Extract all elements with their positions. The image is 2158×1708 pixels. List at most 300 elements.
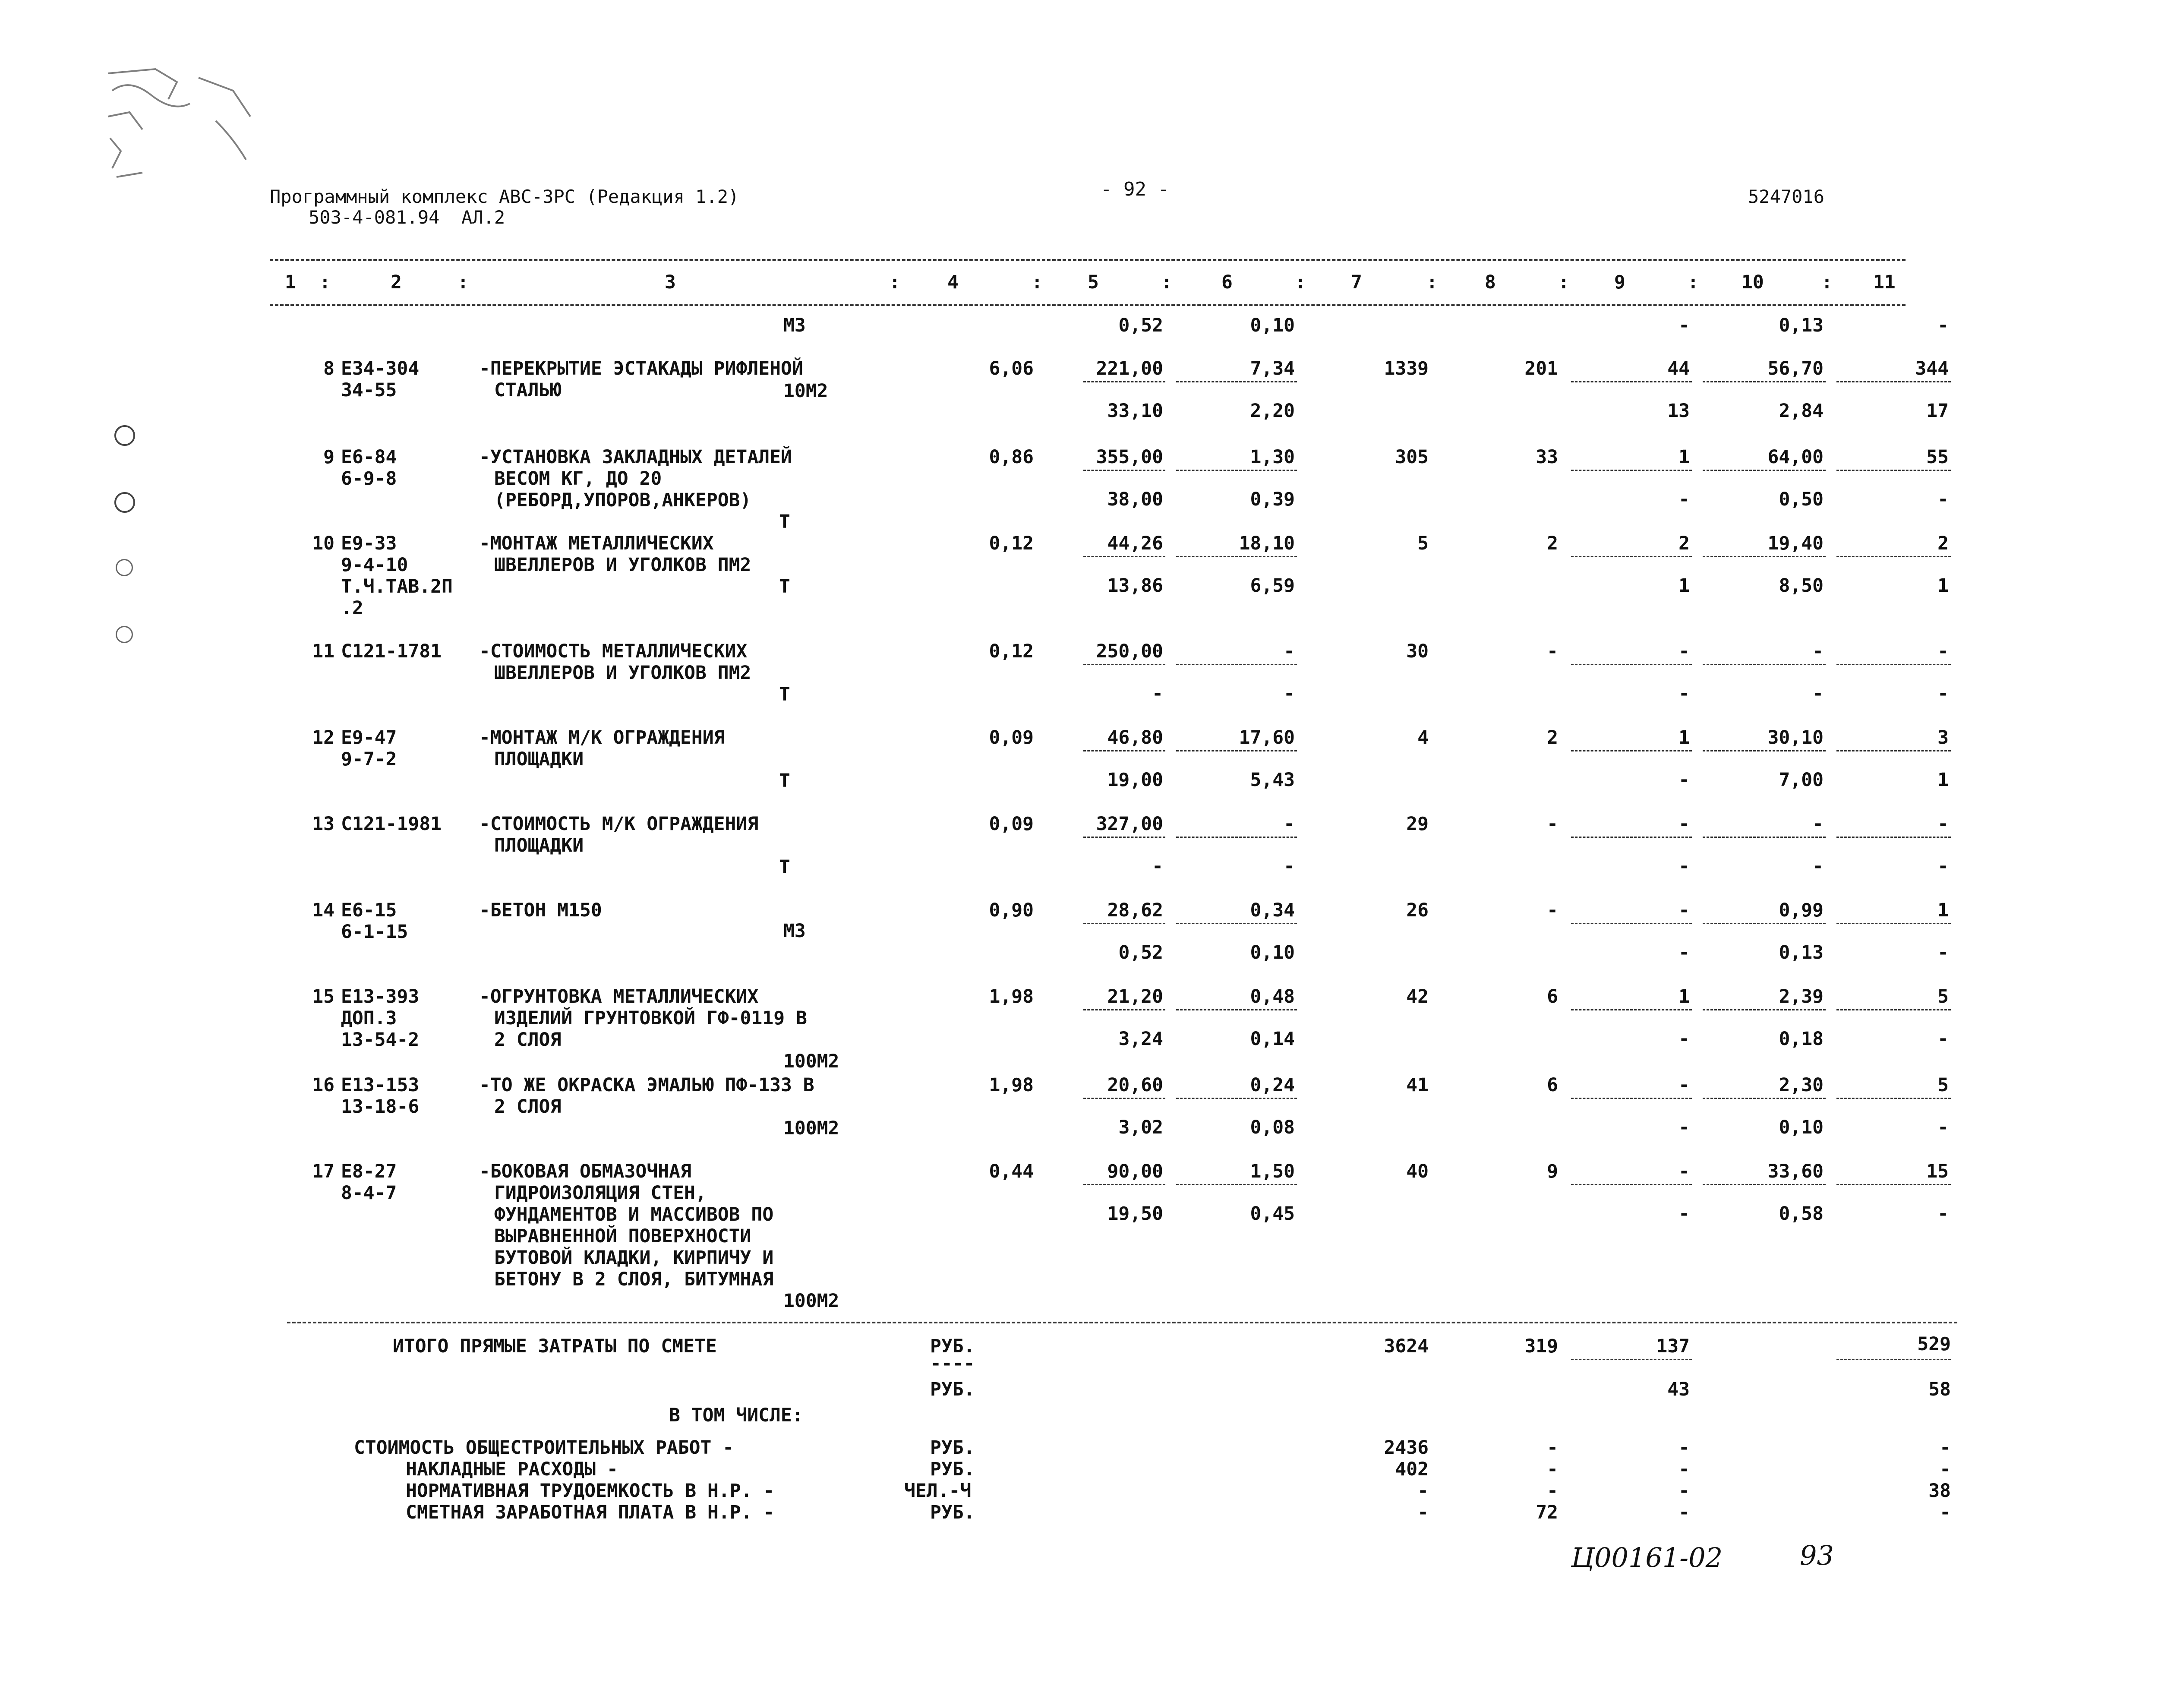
work-description: ИЗДЕЛИЙ ГРУНТОВКОЙ ГФ-0119 В bbox=[494, 1007, 807, 1029]
cell-value: 6 bbox=[1547, 1074, 1558, 1096]
cell-value: 2,30 bbox=[1779, 1074, 1824, 1096]
cell-value: - bbox=[1678, 683, 1690, 704]
underline bbox=[1176, 556, 1297, 557]
quantity: 0,12 bbox=[989, 533, 1034, 554]
corner-stamp bbox=[104, 65, 285, 194]
underline bbox=[1703, 923, 1826, 924]
cell-value: 0,52 bbox=[1118, 315, 1163, 336]
unit-price: 21,20 bbox=[1107, 986, 1163, 1007]
cell-value: 1 bbox=[1937, 575, 1949, 597]
cell-value: - bbox=[1937, 1028, 1949, 1050]
cell-value: - bbox=[1678, 1203, 1690, 1225]
underline bbox=[1083, 470, 1165, 471]
quantity: 1,98 bbox=[989, 1074, 1034, 1096]
cell-value: - bbox=[1812, 683, 1824, 704]
unit-price: 46,80 bbox=[1107, 727, 1163, 748]
norm-code: 13-18-6 bbox=[341, 1096, 420, 1118]
cell-value: 201 bbox=[1524, 358, 1558, 379]
row-number: 12 bbox=[312, 727, 334, 748]
row-number: 13 bbox=[312, 813, 334, 835]
quantity: 0,44 bbox=[989, 1161, 1034, 1182]
column-number: 1 bbox=[285, 272, 296, 293]
cell-value: 1 bbox=[1937, 900, 1949, 921]
project-code: 503-4-081.94 АЛ.2 bbox=[309, 207, 505, 228]
underline bbox=[1836, 837, 1951, 838]
summary-value: - bbox=[1940, 1502, 1951, 1523]
underline bbox=[1176, 381, 1297, 382]
norm-code: .2 bbox=[341, 597, 363, 619]
underline bbox=[1083, 664, 1165, 665]
underline bbox=[1083, 1009, 1165, 1010]
work-description: ШВЕЛЛЕРОВ И УГОЛКОВ ПМ2 bbox=[494, 554, 751, 576]
cell-value: 1 bbox=[1678, 727, 1690, 748]
quantity: 0,86 bbox=[989, 446, 1034, 468]
cell-value: 0,48 bbox=[1250, 986, 1295, 1007]
underline bbox=[1703, 1184, 1826, 1185]
document-code: 5247016 bbox=[1748, 186, 1825, 207]
summary-value: - bbox=[1940, 1459, 1951, 1480]
unit-price: 355,00 bbox=[1096, 446, 1163, 468]
cell-value: - bbox=[1547, 813, 1558, 835]
totals-label: ИТОГО ПРЯМЫЕ ЗАТРАТЫ ПО СМЕТЕ bbox=[393, 1335, 717, 1357]
including-label: В ТОМ ЧИСЛЕ: bbox=[669, 1405, 803, 1426]
column-number: 3 bbox=[665, 272, 676, 293]
punch-hole bbox=[114, 425, 135, 446]
cell-value: 44 bbox=[1667, 358, 1690, 379]
cell-value: 13,86 bbox=[1107, 575, 1163, 597]
norm-code: 6-1-15 bbox=[341, 921, 408, 943]
cell-value: 6 bbox=[1547, 986, 1558, 1007]
summary-value: - bbox=[1547, 1437, 1558, 1459]
cell-value: - bbox=[1937, 813, 1949, 835]
work-description: 2 СЛОЯ bbox=[494, 1029, 562, 1051]
row-number: 10 bbox=[312, 533, 334, 554]
norm-code: Е6-15 bbox=[341, 900, 397, 921]
cell-value: 3,24 bbox=[1118, 1028, 1163, 1050]
underline bbox=[1083, 381, 1165, 382]
quantity: 6,06 bbox=[989, 358, 1034, 379]
cell-value: - bbox=[1678, 856, 1690, 877]
norm-code: Е8-27 bbox=[341, 1161, 397, 1182]
cell-value: - bbox=[1284, 641, 1295, 662]
punch-hole bbox=[116, 559, 133, 576]
row-number: 11 bbox=[312, 641, 334, 662]
row-number: 17 bbox=[312, 1161, 334, 1182]
total-value: 529 bbox=[1917, 1333, 1951, 1355]
work-description: -УСТАНОВКА ЗАКЛАДНЫХ ДЕТАЛЕЙ bbox=[479, 446, 792, 468]
underline bbox=[1836, 470, 1951, 471]
cell-value: - bbox=[1937, 683, 1949, 704]
column-number: 7 bbox=[1351, 272, 1362, 293]
work-description: -ПЕРЕКРЫТИЕ ЭСТАКАДЫ РИФЛЕНОЙ bbox=[479, 358, 803, 379]
cell-value: 7,34 bbox=[1250, 358, 1295, 379]
underline bbox=[1083, 750, 1165, 751]
summary-value: - bbox=[1940, 1437, 1951, 1459]
underline bbox=[1176, 664, 1297, 665]
cell-value: 0,13 bbox=[1779, 942, 1824, 963]
work-description: ВЕСОМ КГ, ДО 20 bbox=[494, 468, 662, 489]
cell-value: - bbox=[1678, 489, 1690, 510]
norm-code: Е13-153 bbox=[341, 1074, 420, 1096]
column-divider: : bbox=[1558, 272, 1569, 293]
cell-value: 2 bbox=[1937, 533, 1949, 554]
work-description: -МОНТАЖ М/К ОГРАЖДЕНИЯ bbox=[479, 727, 725, 748]
work-description: БУТОВОЙ КЛАДКИ, КИРПИЧУ И bbox=[494, 1247, 774, 1269]
cell-value: 0,10 bbox=[1250, 942, 1295, 963]
cell-value: - bbox=[1812, 856, 1824, 877]
summary-value: - bbox=[1678, 1437, 1690, 1459]
unit: Т bbox=[779, 511, 790, 533]
cell-value: 56,70 bbox=[1767, 358, 1824, 379]
cell-value: - bbox=[1678, 1161, 1690, 1182]
cell-value: - bbox=[1678, 900, 1690, 921]
total-value: 319 bbox=[1524, 1335, 1558, 1357]
summary-label: НАКЛАДНЫЕ РАСХОДЫ - bbox=[406, 1459, 618, 1480]
cell-value: 2,84 bbox=[1779, 400, 1824, 422]
cell-value: - bbox=[1284, 813, 1295, 835]
cell-value: 2,39 bbox=[1779, 986, 1824, 1007]
cell-value: 3 bbox=[1937, 727, 1949, 748]
underline bbox=[1176, 470, 1297, 471]
norm-code: С121-1981 bbox=[341, 813, 442, 835]
total-cost: 1339 bbox=[1384, 358, 1429, 379]
underline bbox=[1571, 837, 1692, 838]
cell-value: 1,30 bbox=[1250, 446, 1295, 468]
work-description: БЕТОНУ В 2 СЛОЯ, БИТУМНАЯ bbox=[494, 1269, 774, 1290]
total-cost: 30 bbox=[1406, 641, 1429, 662]
totals-dash: ---- bbox=[930, 1353, 975, 1374]
underline bbox=[1571, 1009, 1692, 1010]
cell-value: - bbox=[1812, 813, 1824, 835]
cell-value: 1,50 bbox=[1250, 1161, 1295, 1182]
total-value: 137 bbox=[1656, 1335, 1690, 1357]
cell-value: 0,08 bbox=[1250, 1117, 1295, 1138]
underline bbox=[1836, 381, 1951, 382]
underline bbox=[1571, 923, 1692, 924]
summary-value: - bbox=[1417, 1502, 1429, 1523]
norm-code: 13-54-2 bbox=[341, 1029, 420, 1051]
column-divider: : bbox=[889, 272, 900, 293]
underline bbox=[1703, 750, 1826, 751]
work-description: -ОГРУНТОВКА МЕТАЛЛИЧЕСКИХ bbox=[479, 986, 759, 1007]
unit: 100М2 bbox=[783, 1118, 839, 1139]
work-description: -ТО ЖЕ ОКРАСКА ЭМАЛЬЮ ПФ-133 В bbox=[479, 1074, 814, 1096]
row-number: 8 bbox=[323, 358, 334, 379]
quantity: 0,09 bbox=[989, 727, 1034, 748]
cell-value: - bbox=[1284, 683, 1295, 704]
underline bbox=[1703, 1098, 1826, 1099]
underline bbox=[1571, 1098, 1692, 1099]
work-description: ФУНДАМЕНТОВ И МАССИВОВ ПО bbox=[494, 1204, 774, 1225]
cell-value: - bbox=[1937, 856, 1949, 877]
cell-value: 0,13 bbox=[1779, 315, 1824, 336]
total-cost: 26 bbox=[1406, 900, 1429, 921]
cell-value: 2,20 bbox=[1250, 400, 1295, 422]
column-number: 9 bbox=[1614, 272, 1625, 293]
cell-value: 15 bbox=[1926, 1161, 1949, 1182]
underline bbox=[1083, 923, 1165, 924]
underline bbox=[1083, 837, 1165, 838]
underline bbox=[1836, 664, 1951, 665]
cell-value: 2 bbox=[1547, 727, 1558, 748]
totals-unit: РУБ. bbox=[930, 1335, 975, 1357]
norm-code: 9-7-2 bbox=[341, 748, 397, 770]
separator bbox=[270, 259, 1906, 261]
row-number: 14 bbox=[312, 900, 334, 921]
summary-value: - bbox=[1547, 1480, 1558, 1502]
cell-value: 18,10 bbox=[1239, 533, 1295, 554]
cell-value: 2 bbox=[1678, 533, 1690, 554]
unit: 100М2 bbox=[783, 1290, 839, 1312]
cell-value: - bbox=[1152, 856, 1163, 877]
punch-hole bbox=[116, 626, 133, 643]
cell-value: 5 bbox=[1937, 986, 1949, 1007]
column-divider: : bbox=[1426, 272, 1438, 293]
totals-unit: РУБ. bbox=[930, 1379, 975, 1400]
cell-value: - bbox=[1547, 641, 1558, 662]
summary-unit: РУБ. bbox=[930, 1459, 975, 1480]
cell-value: 0,58 bbox=[1779, 1203, 1824, 1225]
summary-unit: РУБ. bbox=[930, 1437, 975, 1459]
unit-price: 327,00 bbox=[1096, 813, 1163, 835]
work-description: -СТОИМОСТЬ М/К ОГРАЖДЕНИЯ bbox=[479, 813, 759, 835]
cell-value: - bbox=[1678, 1074, 1690, 1096]
column-number: 2 bbox=[391, 272, 402, 293]
work-description: ПЛОЩАДКИ bbox=[494, 748, 584, 770]
quantity: 0,90 bbox=[989, 900, 1034, 921]
unit-price: 44,26 bbox=[1107, 533, 1163, 554]
cell-value: - bbox=[1678, 1028, 1690, 1050]
cell-value: 13 bbox=[1667, 400, 1690, 422]
work-description: СТАЛЬЮ bbox=[494, 379, 562, 401]
column-divider: : bbox=[1032, 272, 1043, 293]
norm-code: 9-4-10 bbox=[341, 554, 408, 576]
column-divider: : bbox=[1688, 272, 1699, 293]
cell-value: 1 bbox=[1678, 575, 1690, 597]
cell-value: - bbox=[1937, 315, 1949, 336]
cell-value: - bbox=[1678, 641, 1690, 662]
underline bbox=[1836, 750, 1951, 751]
underline bbox=[1083, 556, 1165, 557]
row-number: 16 bbox=[312, 1074, 334, 1096]
cell-value: 2 bbox=[1547, 533, 1558, 554]
norm-code: Е34-304 bbox=[341, 358, 420, 379]
unit-price: 90,00 bbox=[1107, 1161, 1163, 1182]
cell-value: 5 bbox=[1937, 1074, 1949, 1096]
handwritten-reference: Ц00161-02 bbox=[1571, 1542, 1723, 1573]
underline bbox=[1571, 1184, 1692, 1185]
underline bbox=[1083, 1098, 1165, 1099]
norm-code: 8-4-7 bbox=[341, 1182, 397, 1204]
cell-value: 0,10 bbox=[1779, 1117, 1824, 1138]
cell-value: - bbox=[1678, 1117, 1690, 1138]
summary-label: НОРМАТИВНАЯ ТРУДОЕМКОСТЬ В Н.Р. - bbox=[406, 1480, 775, 1502]
cell-value: 0,99 bbox=[1779, 900, 1824, 921]
unit-price: 28,62 bbox=[1107, 900, 1163, 921]
separator bbox=[287, 1322, 1957, 1323]
cell-value: 19,00 bbox=[1107, 769, 1163, 791]
summary-value: - bbox=[1678, 1459, 1690, 1480]
underline bbox=[1176, 1098, 1297, 1099]
summary-label: СМЕТНАЯ ЗАРАБОТНАЯ ПЛАТА В Н.Р. - bbox=[406, 1502, 775, 1523]
work-description: (РЕБОРД,УПОРОВ,АНКЕРОВ) bbox=[494, 489, 751, 511]
underline bbox=[1836, 556, 1951, 557]
underline bbox=[1703, 664, 1826, 665]
cell-value: 17 bbox=[1926, 400, 1949, 422]
unit: 10М2 bbox=[783, 380, 828, 402]
norm-code: 6-9-8 bbox=[341, 468, 397, 489]
summary-label: СТОИМОСТЬ ОБЩЕСТРОИТЕЛЬНЫХ РАБОТ - bbox=[354, 1437, 734, 1459]
underline bbox=[1571, 381, 1692, 382]
work-description: ШВЕЛЛЕРОВ И УГОЛКОВ ПМ2 bbox=[494, 662, 751, 684]
quantity: 0,09 bbox=[989, 813, 1034, 835]
underline bbox=[1571, 664, 1692, 665]
cell-value: 33,10 bbox=[1107, 400, 1163, 422]
column-number: 8 bbox=[1485, 272, 1496, 293]
norm-code: Е9-47 bbox=[341, 727, 397, 748]
unit: Т bbox=[779, 770, 790, 792]
cell-value: - bbox=[1678, 769, 1690, 791]
underline bbox=[1571, 750, 1692, 751]
unit: Т bbox=[779, 576, 790, 597]
total-value: 3624 bbox=[1384, 1335, 1429, 1357]
column-divider: : bbox=[1295, 272, 1306, 293]
cell-value: 0,10 bbox=[1250, 315, 1295, 336]
cell-value: - bbox=[1937, 489, 1949, 510]
total-cost: 4 bbox=[1417, 727, 1429, 748]
column-number: 5 bbox=[1088, 272, 1099, 293]
cell-value: 0,39 bbox=[1250, 489, 1295, 510]
underline bbox=[1703, 837, 1826, 838]
cell-value: - bbox=[1284, 856, 1295, 877]
total-value: 58 bbox=[1928, 1379, 1951, 1400]
column-number: 4 bbox=[947, 272, 959, 293]
cell-value: 19,40 bbox=[1767, 533, 1824, 554]
underline bbox=[1703, 381, 1826, 382]
underline bbox=[1836, 1184, 1951, 1185]
cell-value: 17,60 bbox=[1239, 727, 1295, 748]
cell-value: 0,18 bbox=[1779, 1028, 1824, 1050]
cell-value: 0,34 bbox=[1250, 900, 1295, 921]
cell-value: 38,00 bbox=[1107, 489, 1163, 510]
work-description: 2 СЛОЯ bbox=[494, 1096, 562, 1118]
underline bbox=[1571, 470, 1692, 471]
total-cost: 42 bbox=[1406, 986, 1429, 1007]
total-cost: 29 bbox=[1406, 813, 1429, 835]
summary-value: - bbox=[1678, 1480, 1690, 1502]
cell-value: - bbox=[1152, 683, 1163, 704]
total-cost: 41 bbox=[1406, 1074, 1429, 1096]
cell-value: - bbox=[1937, 1203, 1949, 1225]
column-number: 11 bbox=[1873, 272, 1896, 293]
summary-value: 38 bbox=[1928, 1480, 1951, 1502]
norm-code: 34-55 bbox=[341, 379, 397, 401]
unit-price: 250,00 bbox=[1096, 641, 1163, 662]
quantity: 1,98 bbox=[989, 986, 1034, 1007]
work-description: ГИДРОИЗОЛЯЦИЯ СТЕН, bbox=[494, 1182, 707, 1204]
row-number: 15 bbox=[312, 986, 334, 1007]
unit: М3 bbox=[783, 315, 806, 336]
column-number: 6 bbox=[1221, 272, 1233, 293]
norm-code: Т.Ч.ТАВ.2П bbox=[341, 576, 453, 597]
separator bbox=[270, 304, 1906, 306]
total-value: 43 bbox=[1667, 1379, 1690, 1400]
underline bbox=[1836, 1098, 1951, 1099]
norm-code: Е13-393 bbox=[341, 986, 420, 1007]
unit: М3 bbox=[783, 920, 806, 942]
underline bbox=[1836, 1009, 1951, 1010]
work-description: -МОНТАЖ МЕТАЛЛИЧЕСКИХ bbox=[479, 533, 714, 554]
program-title: Программный комплекс АВС-3РС (Редакция 1.2) bbox=[270, 186, 739, 207]
cell-value: 8,50 bbox=[1779, 575, 1824, 597]
underline bbox=[1083, 1184, 1165, 1185]
total-cost: 40 bbox=[1406, 1161, 1429, 1182]
cell-value: 0,45 bbox=[1250, 1203, 1295, 1225]
summary-value: 72 bbox=[1536, 1502, 1558, 1523]
cell-value: - bbox=[1678, 942, 1690, 963]
cell-value: 5,43 bbox=[1250, 769, 1295, 791]
page-number: - 92 - bbox=[1101, 178, 1169, 200]
cell-value: - bbox=[1937, 942, 1949, 963]
cell-value: 0,14 bbox=[1250, 1028, 1295, 1050]
work-description: -СТОИМОСТЬ МЕТАЛЛИЧЕСКИХ bbox=[479, 641, 748, 662]
cell-value: - bbox=[1812, 641, 1824, 662]
work-description: ПЛОЩАДКИ bbox=[494, 835, 584, 856]
norm-code: Е6-84 bbox=[341, 446, 397, 468]
cell-value: 344 bbox=[1915, 358, 1949, 379]
handwritten-page-number: 93 bbox=[1800, 1540, 1834, 1571]
underline bbox=[1571, 556, 1692, 557]
cell-value: - bbox=[1937, 641, 1949, 662]
norm-code: Е9-33 bbox=[341, 533, 397, 554]
norm-code: ДОП.3 bbox=[341, 1007, 397, 1029]
cell-value: 0,52 bbox=[1118, 942, 1163, 963]
unit-price: 221,00 bbox=[1096, 358, 1163, 379]
quantity: 0,12 bbox=[989, 641, 1034, 662]
column-divider: : bbox=[319, 272, 331, 293]
cell-value: 1 bbox=[1937, 769, 1949, 791]
column-divider: : bbox=[1821, 272, 1833, 293]
cell-value: - bbox=[1678, 315, 1690, 336]
column-divider: : bbox=[457, 272, 469, 293]
column-number: 10 bbox=[1742, 272, 1764, 293]
cell-value: 7,00 bbox=[1779, 769, 1824, 791]
unit-price: 20,60 bbox=[1107, 1074, 1163, 1096]
cell-value: 1 bbox=[1678, 446, 1690, 468]
cell-value: - bbox=[1678, 813, 1690, 835]
unit: 100М2 bbox=[783, 1051, 839, 1072]
underline bbox=[1176, 750, 1297, 751]
underline bbox=[1176, 837, 1297, 838]
punch-hole bbox=[114, 492, 135, 513]
row-number: 9 bbox=[323, 446, 334, 468]
summary-value: - bbox=[1547, 1459, 1558, 1480]
cell-value: 64,00 bbox=[1767, 446, 1824, 468]
summary-value: 402 bbox=[1395, 1459, 1429, 1480]
cell-value: 9 bbox=[1547, 1161, 1558, 1182]
unit: Т bbox=[779, 856, 790, 878]
summary-unit: ЧЕЛ.-Ч bbox=[904, 1480, 972, 1502]
underline bbox=[1176, 1009, 1297, 1010]
cell-value: 6,59 bbox=[1250, 575, 1295, 597]
work-description: -БОКОВАЯ ОБМАЗОЧНАЯ bbox=[479, 1161, 691, 1182]
summary-value: - bbox=[1678, 1502, 1690, 1523]
total-cost: 305 bbox=[1395, 446, 1429, 468]
underline bbox=[1176, 1184, 1297, 1185]
cell-value: 0,24 bbox=[1250, 1074, 1295, 1096]
cell-value: 3,02 bbox=[1118, 1117, 1163, 1138]
underline bbox=[1836, 1359, 1951, 1360]
